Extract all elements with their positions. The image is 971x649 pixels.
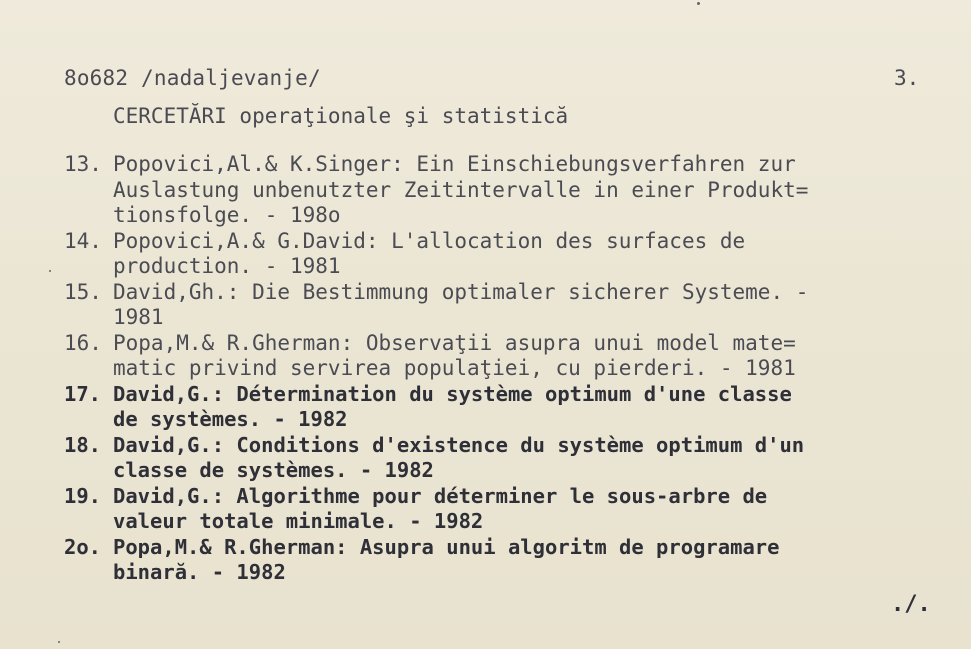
entry-14	[64, 229, 971, 280]
entry-13	[64, 152, 971, 229]
entry-number: 13.	[64, 152, 102, 176]
entry-text	[113, 433, 804, 484]
entry-17	[64, 382, 971, 433]
entry-line: 1981	[113, 305, 164, 329]
entry-line: David,G.: Conditions d'existence du système optimum d'un	[113, 432, 805, 457]
paper-speck	[58, 641, 60, 643]
entry-line: de systèmes. - 1982	[113, 407, 348, 431]
entry-line: matic privind servirea populaţiei, cu pierderi. - 1981	[113, 356, 796, 380]
entry-line: binară. - 1982	[113, 560, 286, 584]
entry-line: production. - 1981	[113, 254, 341, 278]
entry-line: Popa,M.& R.Gherman: Observaţii asupra unui model mate=	[113, 330, 796, 355]
subject-heading: CERCETĂRI operaţionale şi statistică	[113, 104, 569, 128]
paper-speck	[697, 2, 700, 5]
continuation-mark: ./.	[891, 592, 931, 617]
entry-line: classe de systèmes. - 1982	[113, 458, 434, 482]
entry-text	[113, 382, 792, 433]
entry-list	[64, 152, 971, 586]
card-header-id: 8o682 /nadaljevanje/	[64, 66, 321, 90]
entry-text	[113, 229, 745, 280]
entry-18	[64, 433, 971, 484]
entry-line: David,Gh.: Die Bestimmung optimaler sicherer Systeme. -	[113, 279, 809, 304]
entry-line: tionsfolge. - 198o	[113, 203, 341, 227]
entry-text	[113, 152, 808, 229]
entry-19	[64, 484, 971, 535]
entry-line: Popovici,Al.& K.Singer: Ein Einschiebungsverfahren zur	[113, 152, 796, 176]
entry-text	[113, 484, 767, 535]
entry-number: 14.	[64, 228, 102, 253]
entry-15	[64, 280, 971, 331]
entry-16	[64, 331, 971, 382]
entry-line: Popa,M.& R.Gherman: Asupra unui algoritm de programare	[113, 534, 780, 559]
page-number: 3.	[894, 66, 920, 90]
entry-number: 17.	[64, 381, 102, 406]
entry-number: 16.	[64, 330, 102, 355]
entry-number: 2o.	[64, 534, 102, 559]
entry-line: David,G.: Algorithme pour déterminer le sous-arbre de	[113, 483, 768, 508]
entry-line: Popovici,A.& G.David: L'allocation des surfaces de	[113, 228, 746, 253]
entry-20	[64, 535, 971, 586]
entry-number: 15.	[64, 279, 102, 304]
entry-line: Auslastung unbenutzter Zeitintervalle in einer Produkt=	[113, 177, 809, 202]
entry-text	[113, 535, 779, 586]
entry-number: 18.	[64, 432, 102, 457]
entry-line: David,G.: Détermination du système optimum d'une classe	[113, 381, 792, 406]
entry-text	[113, 331, 796, 382]
entry-text	[113, 280, 808, 331]
paper-speck	[49, 270, 51, 272]
entry-number: 19.	[64, 483, 102, 508]
entry-line: valeur totale minimale. - 1982	[113, 509, 484, 533]
